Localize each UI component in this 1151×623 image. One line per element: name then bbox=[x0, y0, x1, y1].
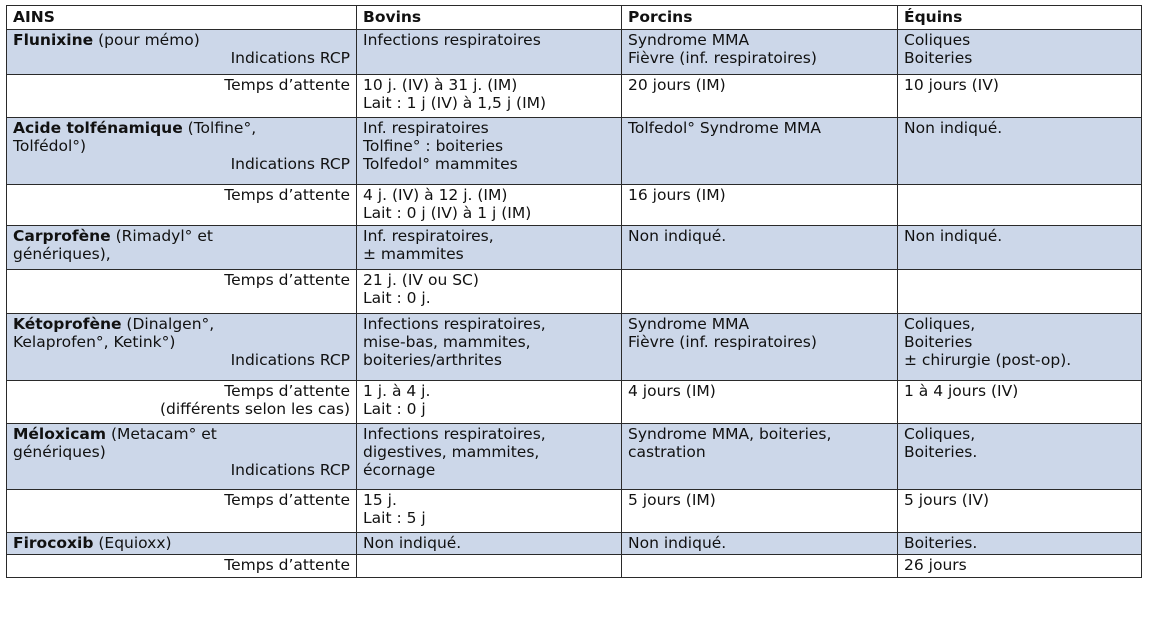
waiting-time-row bbox=[7, 270, 1142, 314]
drug-name: Kétoprofène bbox=[13, 315, 122, 333]
equins-cell bbox=[898, 555, 1142, 578]
waiting-time-label: Temps d’attente bbox=[224, 186, 350, 204]
ains-table-container bbox=[6, 5, 1142, 578]
drug-heading bbox=[13, 31, 350, 49]
porcins-cell bbox=[622, 270, 898, 314]
bovins-cell-line: Lait : 0 j. bbox=[363, 289, 431, 307]
indications-rcp-label: Indications RCP bbox=[230, 49, 350, 67]
waiting-time-label-cell bbox=[7, 75, 357, 118]
header-equins: Équins bbox=[898, 6, 1142, 30]
bovins-cell-line: Tolfine° : boiteries bbox=[363, 137, 504, 155]
porcins-cell-line: Non indiqué. bbox=[628, 534, 727, 552]
porcins-cell-line: Non indiqué. bbox=[628, 227, 727, 245]
equins-cell-line: Boiteries bbox=[904, 49, 973, 67]
porcins-cell-line: 5 jours (IM) bbox=[628, 491, 716, 509]
bovins-cell-line: Lait : 5 j bbox=[363, 509, 426, 527]
waiting-time-label: Temps d’attente bbox=[224, 556, 350, 574]
porcins-cell-line: Tolfedol° Syndrome MMA bbox=[628, 119, 822, 137]
bovins-cell-line: 10 j. (IV) à 31 j. (IM) bbox=[363, 76, 518, 94]
bovins-cell bbox=[357, 30, 622, 75]
drug-cell bbox=[7, 118, 357, 185]
header-porcins: Porcins bbox=[622, 6, 898, 30]
drug-brand-note: (Tolfine°, bbox=[182, 119, 257, 137]
drug-cell bbox=[7, 533, 357, 555]
drug-heading bbox=[13, 534, 350, 552]
waiting-time-note: (différents selon les cas) bbox=[159, 400, 350, 418]
drug-heading bbox=[13, 425, 350, 443]
bovins-cell bbox=[357, 314, 622, 381]
porcins-cell bbox=[622, 118, 898, 185]
porcins-cell bbox=[622, 30, 898, 75]
equins-cell-line: Coliques, bbox=[904, 315, 976, 333]
drug-indications-row bbox=[7, 533, 1142, 555]
drug-heading bbox=[13, 227, 350, 245]
bovins-cell bbox=[357, 424, 622, 490]
drug-cell bbox=[7, 424, 357, 490]
drug-heading bbox=[13, 315, 350, 333]
bovins-cell-line: 15 j. bbox=[363, 491, 397, 509]
drug-indications-row bbox=[7, 118, 1142, 185]
drug-brand-note: (Equioxx) bbox=[93, 534, 172, 552]
waiting-time-label: Temps d’attente bbox=[224, 76, 350, 94]
porcins-cell-line: Syndrome MMA bbox=[628, 31, 750, 49]
waiting-time-row bbox=[7, 75, 1142, 118]
equins-cell bbox=[898, 490, 1142, 533]
equins-cell-line: Coliques, bbox=[904, 425, 976, 443]
equins-cell-line: Non indiqué. bbox=[904, 119, 1003, 137]
drug-brand-note-continued: Tolfédol°) bbox=[13, 137, 87, 155]
bovins-cell-line: boiteries/arthrites bbox=[363, 351, 502, 369]
waiting-time-row bbox=[7, 490, 1142, 533]
equins-cell bbox=[898, 118, 1142, 185]
bovins-cell bbox=[357, 270, 622, 314]
bovins-cell-line: Inf. respiratoires bbox=[363, 119, 489, 137]
drug-brand-note: (pour mémo) bbox=[93, 31, 200, 49]
bovins-cell-line: Tolfedol° mammites bbox=[363, 155, 518, 173]
drug-indications-row bbox=[7, 424, 1142, 490]
equins-cell bbox=[898, 30, 1142, 75]
bovins-cell bbox=[357, 185, 622, 226]
equins-cell-line: 5 jours (IV) bbox=[904, 491, 990, 509]
bovins-cell-line: Inf. respiratoires, bbox=[363, 227, 494, 245]
drug-name: Firocoxib bbox=[13, 534, 94, 552]
bovins-cell-line: mise-bas, mammites, bbox=[363, 333, 531, 351]
waiting-time-label-cell bbox=[7, 185, 357, 226]
equins-cell bbox=[898, 381, 1142, 424]
waiting-time-label-cell bbox=[7, 555, 357, 578]
porcins-cell bbox=[622, 75, 898, 118]
bovins-cell-line: Lait : 1 j (IV) à 1,5 j (IM) bbox=[363, 94, 547, 112]
porcins-cell-line: castration bbox=[628, 443, 706, 461]
waiting-time-row bbox=[7, 555, 1142, 578]
bovins-cell-line: Lait : 0 j (IV) à 1 j (IM) bbox=[363, 204, 532, 222]
ains-table bbox=[6, 5, 1142, 578]
equins-cell-line: ± chirurgie (post-op). bbox=[904, 351, 1072, 369]
indications-rcp-label: Indications RCP bbox=[230, 155, 350, 173]
waiting-time-row bbox=[7, 381, 1142, 424]
bovins-cell-line: Infections respiratoires, bbox=[363, 425, 546, 443]
drug-name: Flunixine bbox=[13, 31, 94, 49]
header-bovins: Bovins bbox=[357, 6, 622, 30]
drug-brand-note-continued: génériques) bbox=[13, 443, 106, 461]
waiting-time-label: Temps d’attente bbox=[224, 271, 350, 289]
drug-cell bbox=[7, 30, 357, 75]
drug-heading bbox=[13, 119, 350, 137]
porcins-cell-line: Fièvre (inf. respiratoires) bbox=[628, 333, 817, 351]
bovins-cell-line: digestives, mammites, bbox=[363, 443, 540, 461]
equins-cell-line: Coliques bbox=[904, 31, 971, 49]
porcins-cell bbox=[622, 555, 898, 578]
porcins-cell-line: 4 jours (IM) bbox=[628, 382, 716, 400]
drug-brand-note-continued: Kelaprofen°, Ketink°) bbox=[13, 333, 176, 351]
bovins-cell-line: Lait : 0 j bbox=[363, 400, 426, 418]
porcins-cell-line: Syndrome MMA bbox=[628, 315, 750, 333]
bovins-cell-line: ± mammites bbox=[363, 245, 464, 263]
equins-cell bbox=[898, 75, 1142, 118]
bovins-cell bbox=[357, 555, 622, 578]
porcins-cell bbox=[622, 185, 898, 226]
porcins-cell-line: 16 jours (IM) bbox=[628, 186, 726, 204]
indications-rcp-label: Indications RCP bbox=[230, 351, 350, 369]
table-body bbox=[7, 30, 1142, 578]
equins-cell bbox=[898, 185, 1142, 226]
equins-cell-line: 26 jours bbox=[904, 556, 967, 574]
bovins-cell-line: 1 j. à 4 j. bbox=[363, 382, 431, 400]
porcins-cell bbox=[622, 226, 898, 270]
indications-rcp-label: Indications RCP bbox=[230, 461, 350, 479]
waiting-time-label: Temps d’attente bbox=[224, 491, 350, 509]
waiting-time-label-cell bbox=[7, 270, 357, 314]
porcins-cell bbox=[622, 424, 898, 490]
equins-cell-line: Non indiqué. bbox=[904, 227, 1003, 245]
equins-cell bbox=[898, 270, 1142, 314]
equins-cell bbox=[898, 226, 1142, 270]
drug-indications-row bbox=[7, 314, 1142, 381]
porcins-cell-line: Fièvre (inf. respiratoires) bbox=[628, 49, 817, 67]
porcins-cell-line: Syndrome MMA, boiteries, bbox=[628, 425, 832, 443]
waiting-time-label-cell bbox=[7, 490, 357, 533]
porcins-cell bbox=[622, 533, 898, 555]
bovins-cell bbox=[357, 533, 622, 555]
drug-name: Méloxicam bbox=[13, 425, 107, 443]
equins-cell-line: 10 jours (IV) bbox=[904, 76, 999, 94]
porcins-cell bbox=[622, 314, 898, 381]
header-ains: AINS bbox=[7, 6, 357, 30]
bovins-cell-line: écornage bbox=[363, 461, 436, 479]
equins-cell-line: Boiteries. bbox=[904, 534, 978, 552]
drug-cell bbox=[7, 314, 357, 381]
bovins-cell-line: 21 j. (IV ou SC) bbox=[363, 271, 479, 289]
bovins-cell-line: 4 j. (IV) à 12 j. (IM) bbox=[363, 186, 508, 204]
drug-name: Acide tolfénamique bbox=[13, 119, 183, 137]
equins-cell bbox=[898, 533, 1142, 555]
bovins-cell-line: Non indiqué. bbox=[363, 534, 462, 552]
drug-brand-note: (Dinalgen°, bbox=[121, 315, 215, 333]
drug-indications-row bbox=[7, 30, 1142, 75]
drug-cell bbox=[7, 226, 357, 270]
table-header-row bbox=[7, 6, 1142, 30]
bovins-cell bbox=[357, 490, 622, 533]
drug-brand-note: (Rimadyl° et bbox=[110, 227, 213, 245]
bovins-cell bbox=[357, 381, 622, 424]
drug-indications-row bbox=[7, 226, 1142, 270]
equins-cell-line: Boiteries bbox=[904, 333, 973, 351]
porcins-cell bbox=[622, 490, 898, 533]
waiting-time-label-cell bbox=[7, 381, 357, 424]
equins-cell-line: Boiteries. bbox=[904, 443, 978, 461]
drug-name: Carprofène bbox=[13, 227, 111, 245]
equins-cell bbox=[898, 314, 1142, 381]
waiting-time-label: Temps d’attente bbox=[224, 382, 350, 400]
porcins-cell bbox=[622, 381, 898, 424]
bovins-cell-line: Infections respiratoires bbox=[363, 31, 541, 49]
equins-cell-line: 1 à 4 jours (IV) bbox=[904, 382, 1019, 400]
equins-cell bbox=[898, 424, 1142, 490]
bovins-cell-line: Infections respiratoires, bbox=[363, 315, 546, 333]
waiting-time-row bbox=[7, 185, 1142, 226]
bovins-cell bbox=[357, 75, 622, 118]
drug-brand-note-continued: génériques), bbox=[13, 245, 111, 263]
porcins-cell-line: 20 jours (IM) bbox=[628, 76, 726, 94]
drug-brand-note: (Metacam° et bbox=[106, 425, 217, 443]
bovins-cell bbox=[357, 226, 622, 270]
bovins-cell bbox=[357, 118, 622, 185]
